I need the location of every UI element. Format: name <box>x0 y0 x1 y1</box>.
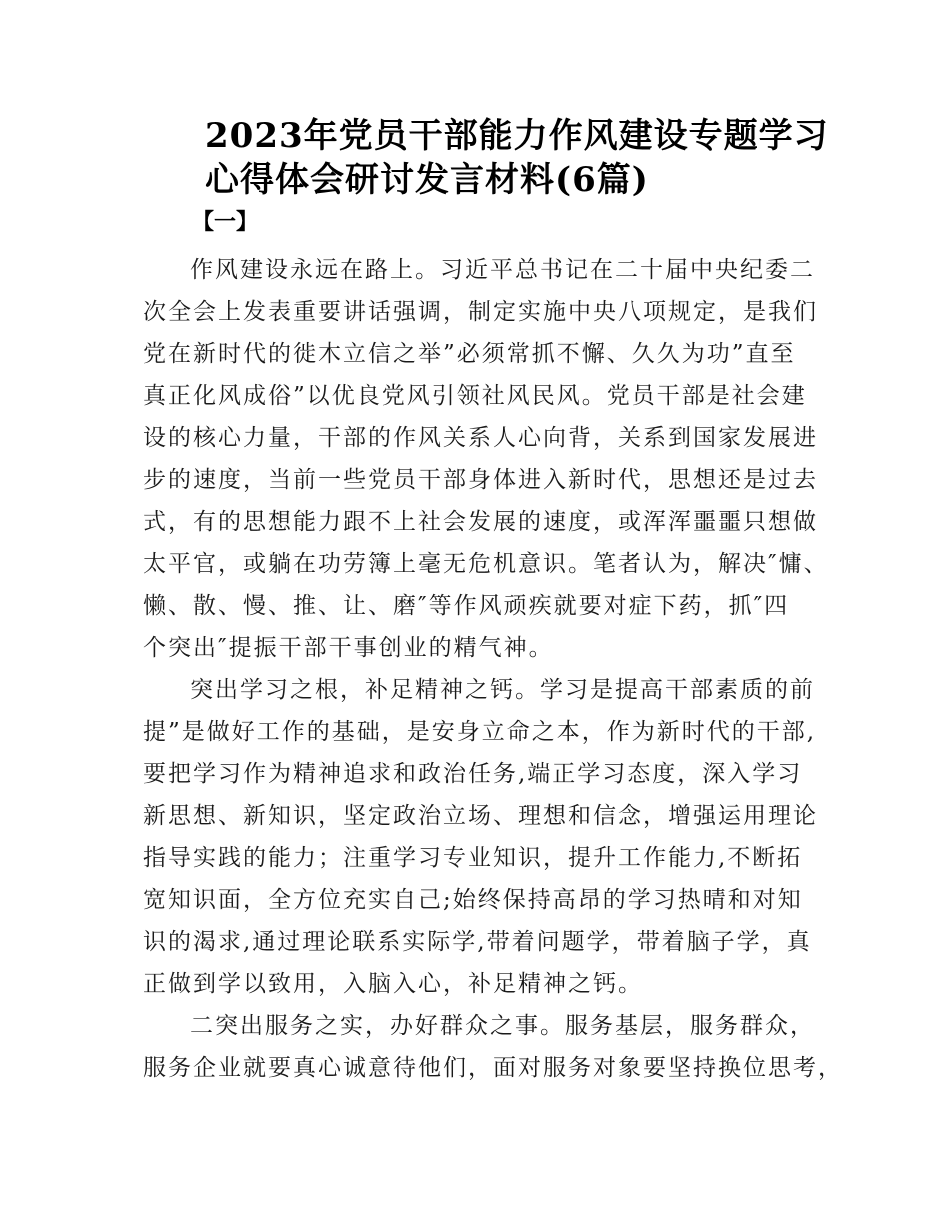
body-line: 服务企业就要真心诚意待他们，面对服务对象要坚持换位思考， <box>143 1055 843 1081</box>
body-line: 新思想、新知识，坚定政治立场、理想和信念，增强运用理论 <box>143 803 818 829</box>
body-line: 党在新时代的徙木立信之举”必须常抓不懈、久久为功”直至 <box>143 341 796 367</box>
body-line: 真正化风成俗”以优良党风引领社风民风。党员干部是社会建 <box>143 383 807 409</box>
body-line: 步的速度，当前一些党员干部身体进入新时代，思想还是过去 <box>143 467 818 493</box>
body-line: 个突出″提振干部干事创业的精气神。 <box>143 635 554 661</box>
body-line: 正做到学以致用，入脑入心，补足精神之钙。 <box>143 971 643 997</box>
body-line: 要把学习作为精神追求和政治任务,端正学习态度，深入学习 <box>143 761 803 787</box>
body-line: 次全会上发表重要讲话强调，制定实施中央八项规定，是我们 <box>143 299 818 325</box>
body-line: 懒、散、慢、推、让、磨″等作风顽疾就要对症下药，抓″四 <box>143 593 790 619</box>
body-line: 二突出服务之实，办好群众之事。服务基层，服务群众， <box>190 1013 815 1039</box>
body-line: 识的渴求,通过理论联系实际学,带着问题学，带着脑子学，真 <box>143 929 812 955</box>
body-line: 指导实践的能力；注重学习专业知识，提升工作能力,不断拓 <box>143 845 803 871</box>
body-line: 作风建设永远在路上。习近平总书记在二十届中央纪委二 <box>190 257 815 283</box>
document-title-line-1: 2023年党员干部能力作风建设专题学习 <box>205 116 829 156</box>
body-line: 突出学习之根，补足精神之钙。学习是提高干部素质的前 <box>190 677 815 703</box>
body-line: 提”是做好工作的基础，是安身立命之本，作为新时代的干部, <box>143 719 817 745</box>
body-line: 式，有的思想能力跟不上社会发展的速度，或浑浑噩噩只想做 <box>143 509 818 535</box>
body-line: 宽知识面，全方位充实自己;始终保持高昂的学习热晴和对知 <box>143 887 803 913</box>
body-line: 设的核心力量，干部的作风关系人心向背，关系到国家发展进 <box>143 425 818 451</box>
body-line: 太平官，或躺在功劳簿上毫无危机意识。笔者认为，解决″慵、 <box>143 551 829 577</box>
section-marker: 【一】 <box>192 209 259 235</box>
document-title-line-2: 心得体会研讨发言材料(6篇) <box>205 160 649 200</box>
